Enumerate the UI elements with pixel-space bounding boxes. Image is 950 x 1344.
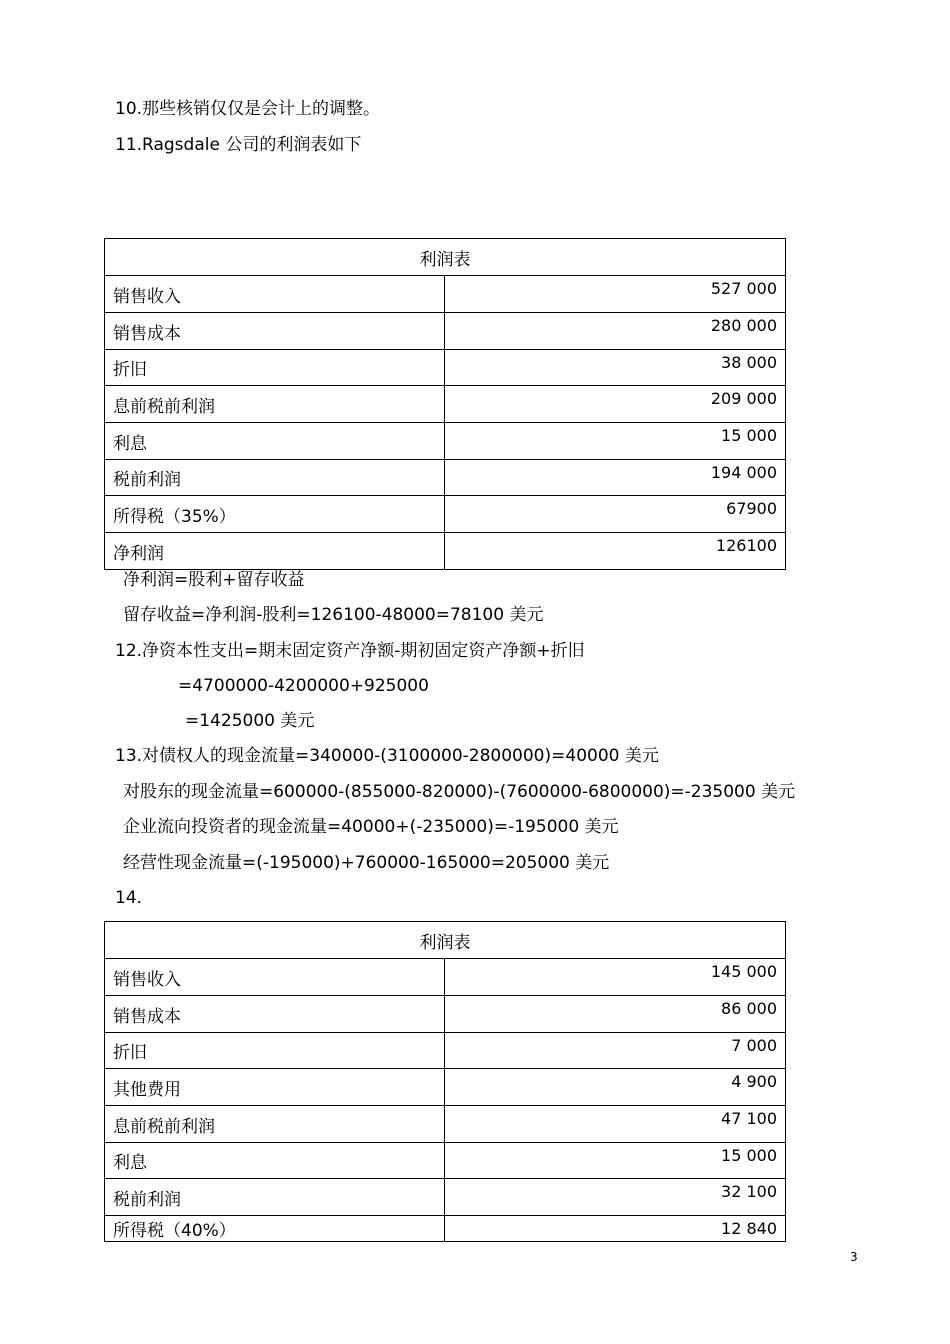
table-title: 利润表 [105, 922, 786, 959]
income-statement-table-2 [104, 921, 786, 1242]
row-label: 其他费用 [105, 1069, 445, 1106]
table-row [105, 1033, 786, 1069]
row-value: 38 000 [445, 350, 786, 386]
row-label: 利息 [105, 423, 445, 460]
row-label: 销售成本 [105, 996, 445, 1033]
row-label: 销售收入 [105, 276, 445, 313]
row-value: 15 000 [445, 423, 786, 460]
paragraph-13: 13.对债权人的现金流量=340000-(3100000-2800000)=40000 美元 [115, 746, 659, 766]
table-row [105, 423, 786, 460]
income-statement-table-1 [104, 238, 786, 570]
row-label: 销售成本 [105, 313, 445, 350]
table-row [105, 460, 786, 496]
paragraph-14: 14. [115, 888, 143, 908]
row-label: 折旧 [105, 1033, 445, 1069]
table-row [105, 533, 786, 570]
row-value: 209 000 [445, 386, 786, 423]
row-value: 47 100 [445, 1106, 786, 1143]
row-value: 145 000 [445, 959, 786, 996]
table-row [105, 386, 786, 423]
row-value: 67900 [445, 496, 786, 533]
row-value: 4 900 [445, 1069, 786, 1106]
row-label: 息前税前利润 [105, 386, 445, 423]
paragraph-11: 11.Ragsdale 公司的利润表如下 [115, 135, 362, 155]
row-label: 税前利润 [105, 460, 445, 496]
row-label: 净利润 [105, 533, 445, 570]
row-label: 所得税（40%） [105, 1216, 445, 1242]
retained-earnings-equation: 留存收益=净利润-股利=126100-48000=78100 美元 [123, 605, 544, 625]
table-row [105, 350, 786, 386]
table-title: 利润表 [105, 239, 786, 276]
table-row [105, 959, 786, 996]
paragraph-12-calc: =4700000-4200000+925000 [178, 676, 429, 696]
row-value: 15 000 [445, 1143, 786, 1179]
page-number: 3 [850, 1250, 858, 1264]
row-value: 527 000 [445, 276, 786, 313]
operating-cash-flow: 经营性现金流量=(-195000)+760000-165000=205000 美元 [123, 853, 610, 873]
paragraph-12: 12.净资本性支出=期末固定资产净额-期初固定资产净额+折旧 [115, 641, 585, 661]
table-row [105, 1069, 786, 1106]
row-value: 32 100 [445, 1179, 786, 1216]
cash-flow-to-shareholders: 对股东的现金流量=600000-(855000-820000)-(7600000-6800000)=-235000 美元 [123, 782, 796, 802]
row-value: 86 000 [445, 996, 786, 1033]
row-value: 7 000 [445, 1033, 786, 1069]
paragraph-10: 10.那些核销仅仅是会计上的调整。 [115, 99, 381, 119]
row-value: 280 000 [445, 313, 786, 350]
row-label: 利息 [105, 1143, 445, 1179]
row-value: 194 000 [445, 460, 786, 496]
row-label: 折旧 [105, 350, 445, 386]
row-label: 所得税（35%） [105, 496, 445, 533]
table-row [105, 1143, 786, 1179]
table-row [105, 1106, 786, 1143]
row-label: 销售收入 [105, 959, 445, 996]
cash-flow-to-investors: 企业流向投资者的现金流量=40000+(-235000)=-195000 美元 [123, 817, 619, 837]
row-value: 12 840 [445, 1216, 786, 1242]
table-row [105, 1179, 786, 1216]
table-row [105, 996, 786, 1033]
net-income-equation: 净利润=股利+留存收益 [123, 570, 305, 590]
paragraph-12-result: =1425000 美元 [185, 711, 315, 731]
row-label: 息前税前利润 [105, 1106, 445, 1143]
row-value: 126100 [445, 533, 786, 570]
table-row [105, 496, 786, 533]
table-row [105, 313, 786, 350]
row-label: 税前利润 [105, 1179, 445, 1216]
table-row [105, 276, 786, 313]
table-row [105, 1216, 786, 1242]
